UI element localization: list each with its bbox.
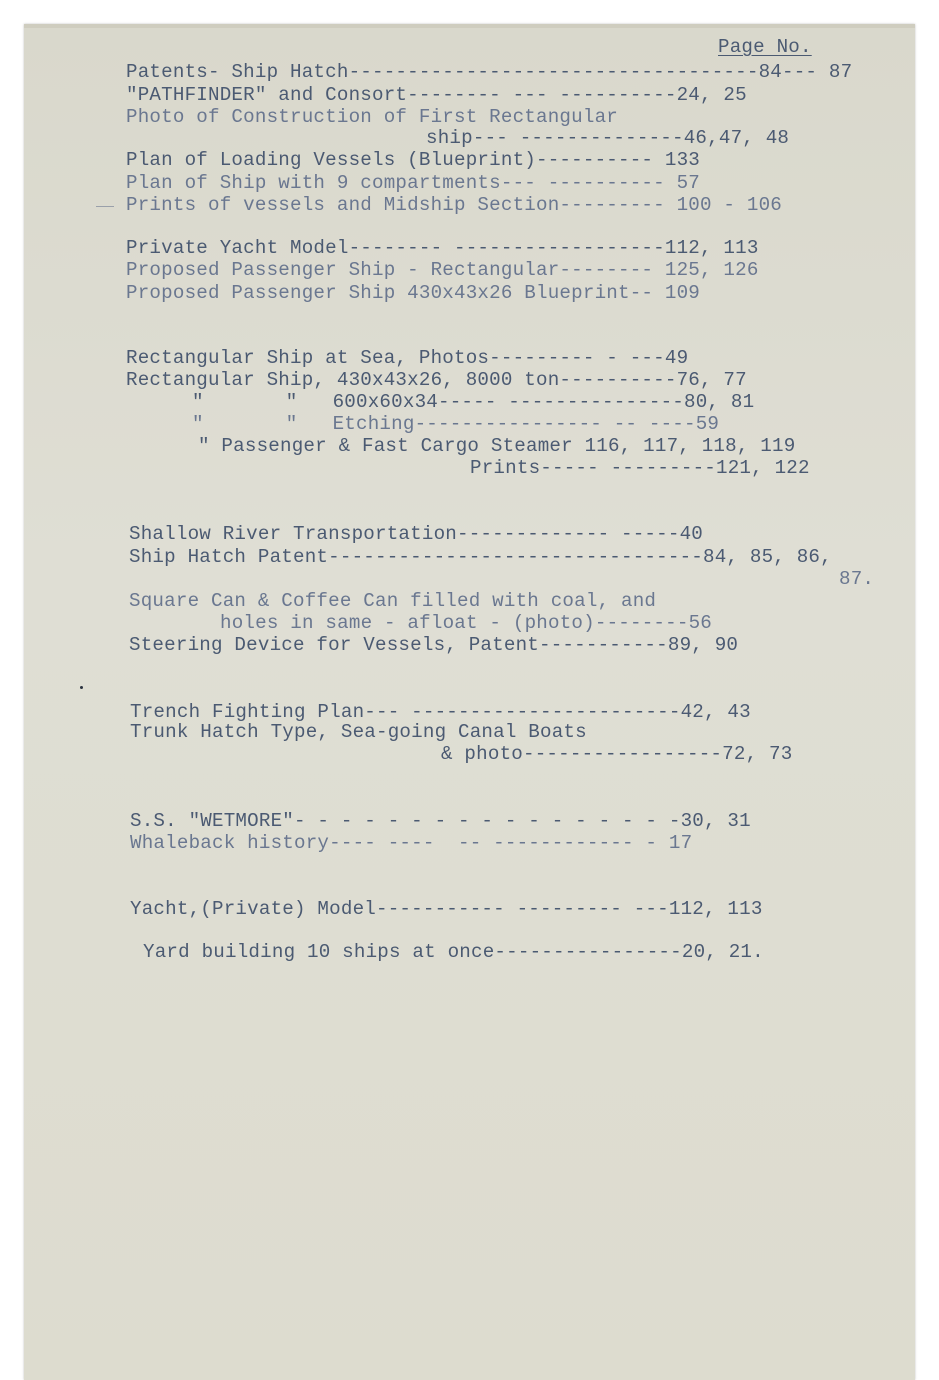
paper-mark: [96, 206, 114, 207]
index-entry: Yard building 10 ships at once----------------20, 21.: [143, 941, 764, 963]
index-entry-ditto: " Passenger & Fast Cargo Steamer 116, 117, 118, 119: [198, 435, 796, 457]
index-entry-ditto: " " Etching---------------- -- ----59: [192, 413, 720, 435]
index-entry-continuation: holes in same - afloat - (photo)--------56: [220, 612, 713, 634]
index-entry: Trunk Hatch Type, Sea-going Canal Boats: [130, 721, 587, 743]
index-entry-continuation: & photo-----------------72, 73: [441, 743, 793, 765]
index-entry: Plan of Ship with 9 compartments--- ---------- 57: [126, 172, 701, 194]
index-entry: Prints of vessels and Midship Section--------- 100 - 106: [126, 194, 783, 216]
paper-speck: [80, 686, 83, 689]
index-entry: Square Can & Coffee Can filled with coal, and: [129, 590, 657, 612]
index-entry: Proposed Passenger Ship - Rectangular-------- 125, 126: [126, 259, 759, 281]
index-entry-continuation: ship--- --------------46,47, 48: [426, 127, 790, 149]
index-entry: S.S. "WETMORE"- - - - - - - - - - - - - - - - -30, 31: [130, 810, 751, 832]
index-entry: Proposed Passenger Ship 430x43x26 Blueprint-- 109: [126, 282, 701, 304]
index-entry: "PATHFINDER" and Consort-------- --- ----------24, 25: [126, 84, 747, 106]
page-no-heading: Page No.: [718, 36, 812, 58]
index-entry: Yacht,(Private) Model----------- --------- ---112, 113: [130, 898, 763, 920]
index-entry: Shallow River Transportation------------- -----40: [129, 523, 704, 545]
index-entry: Steering Device for Vessels, Patent-----------89, 90: [129, 634, 739, 656]
index-entry: Private Yacht Model-------- ------------------112, 113: [126, 237, 759, 259]
index-entry: Patents- Ship Hatch-----------------------------------84--- 87: [126, 61, 853, 83]
index-entry: Rectangular Ship, 430x43x26, 8000 ton----------76, 77: [126, 369, 747, 391]
index-entry: Photo of Construction of First Rectangular: [126, 106, 619, 128]
index-entry: Whaleback history---- ---- -- ------------ - 17: [130, 832, 693, 854]
index-entry-continuation: Prints----- ---------121, 122: [470, 457, 810, 479]
index-entry: Ship Hatch Patent--------------------------------84, 85, 86,: [129, 546, 832, 568]
index-entry: Rectangular Ship at Sea, Photos--------- - ---49: [126, 347, 689, 369]
index-entry-ditto: " " 600x60x34----- ---------------80, 81: [192, 391, 755, 413]
index-entry: Plan of Loading Vessels (Blueprint)---------- 133: [126, 149, 701, 171]
index-entry-continuation: 87.: [839, 568, 875, 590]
index-entry: Trench Fighting Plan--- -----------------------42, 43: [130, 701, 751, 723]
